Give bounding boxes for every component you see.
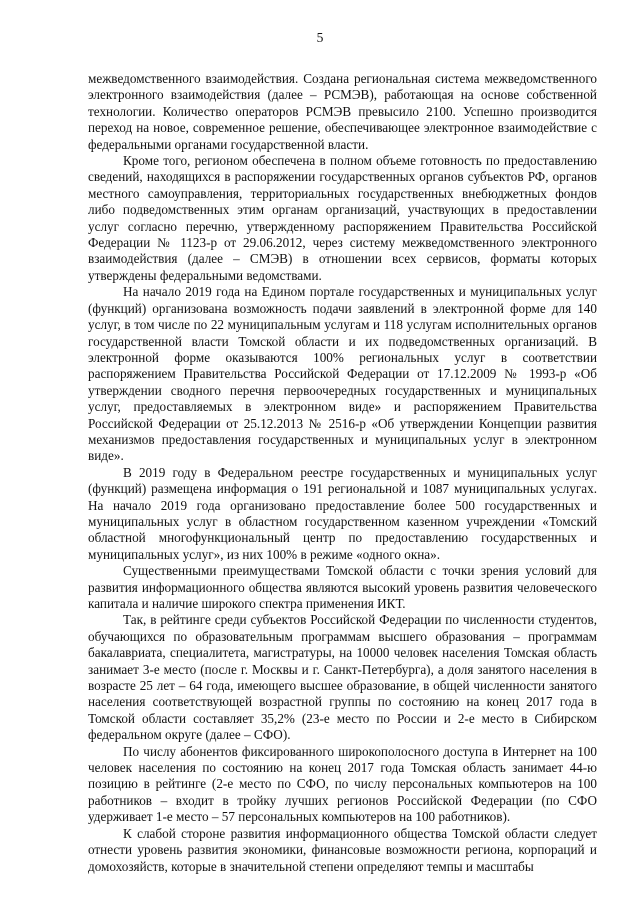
document-body [88,71,597,875]
paragraph-smev-readiness: Кроме того, регионом обеспечена в полном объеме готовность по предоставлению сведений, находящихся в распоряжении государственных органов субъектов РФ, органов местного самоуправления, территориальных государственных внебюджетных фондов либо подведомственных этим органам организаций, участвующих в предоставлении услуг согласно перечню, утвержденному распоряжением Правительства Российской Федерации № 1123-р от 29.06.2012, через систему межведомственного электронного взаимодействия (далее – СМЭВ) в отношении всех сервисов, форматы которых утверждены федеральными ведомствами. [88,153,597,283]
paragraph-advantages: Существенными преимуществами Томской области с точки зрения условий для развития информационного общества являются высокий уровень развития человеческого капитала и наличие широкого спектра применения ИКТ. [88,563,597,611]
paragraph-broadband: По числу абонентов фиксированного широкополосного доступа в Интернет на 100 человек населения по состоянию на конец 2017 года Томская область занимает 44-ю позицию в рейтинге (2-е место по СФО, по числу персональных компьютеров на 100 работников – входит в тройку лучших регионов Российской Федерации (по СФО удерживает 1-е место – 57 персональных компьютеров на 100 работников). [88,743,597,825]
paragraph-weaknesses: К слабой стороне развития информационного общества Томской области следует отнести уровень развития экономики, финансовые возможности региона, корпораций и домохозяйств, которые в значительной степени определяют темпы и масштабы [88,825,597,874]
paragraph-continuation: межведомственного взаимодействия. Создана региональная система межведомственного электронного взаимодействия (далее – РСМЭВ), работающая на основе собственной технологии. Количество операторов РСМЭВ превысило 2100. Успешно производится переход на новое, современное решение, обеспечивающее электронное взаимодействие с федеральными органами государственной власти. [88,71,597,152]
page-number: 5 [316,30,324,45]
paragraph-student-rating: Так, в рейтинге среди субъектов Российской Федерации по численности студентов, обучающихся по образовательным программам высшего образования – программам бакалавриата, специалитета, магистратуры, на 10000 человек населения Томская область занимает 3-е место (после г. Москвы и г. Санкт-Петербурга), а доля занятого населения в возрасте 25 лет – 64 года, имеющего высшее образование, в общей численности занятого населения соответствующей возрастной группы по состоянию на конец 2017 года в Томской области составляет 35,2% (23-е место по России и 2-е место в Сибирском федеральном округе (далее – СФО). [88,612,597,743]
paragraph-unified-portal: На начало 2019 года на Едином портале государственных и муниципальных услуг (функций) организована возможность подачи заявлений в электронной форме для 140 услуг, в том числе по 22 муниципальным услугам и 118 услугам исполнительных органов государственной власти Томской области и их подведомственных организаций. В электронной форме оказываются 100% региональных услуг в соответствии распоряжением Правительства Российской Федерации от 17.12.2009 № 1993-р «Об утверждении сводного перечня первоочередных государственных и муниципальных услуг, предоставляемых в электронном виде» и распоряжением Правительства Российской Федерации от 25.12.2013 № 2516-р «Об утверждении Концепции развития механизмов предоставления государственных и муниципальных услуг в электронном виде». [88,284,597,464]
paragraph-federal-registry: В 2019 году в Федеральном реестре государственных и муниципальных услуг (функций) размещена информация о 191 региональной и 1087 муниципальных услугах. На начало 2019 года организовано предоставление более 500 государственных и муниципальных услуг в областном государственном казенном учреждении «Томский областной многофункциональный центр по предоставлению государственных и муниципальных услуг», из них 100% в режиме «одного окна». [88,464,597,562]
